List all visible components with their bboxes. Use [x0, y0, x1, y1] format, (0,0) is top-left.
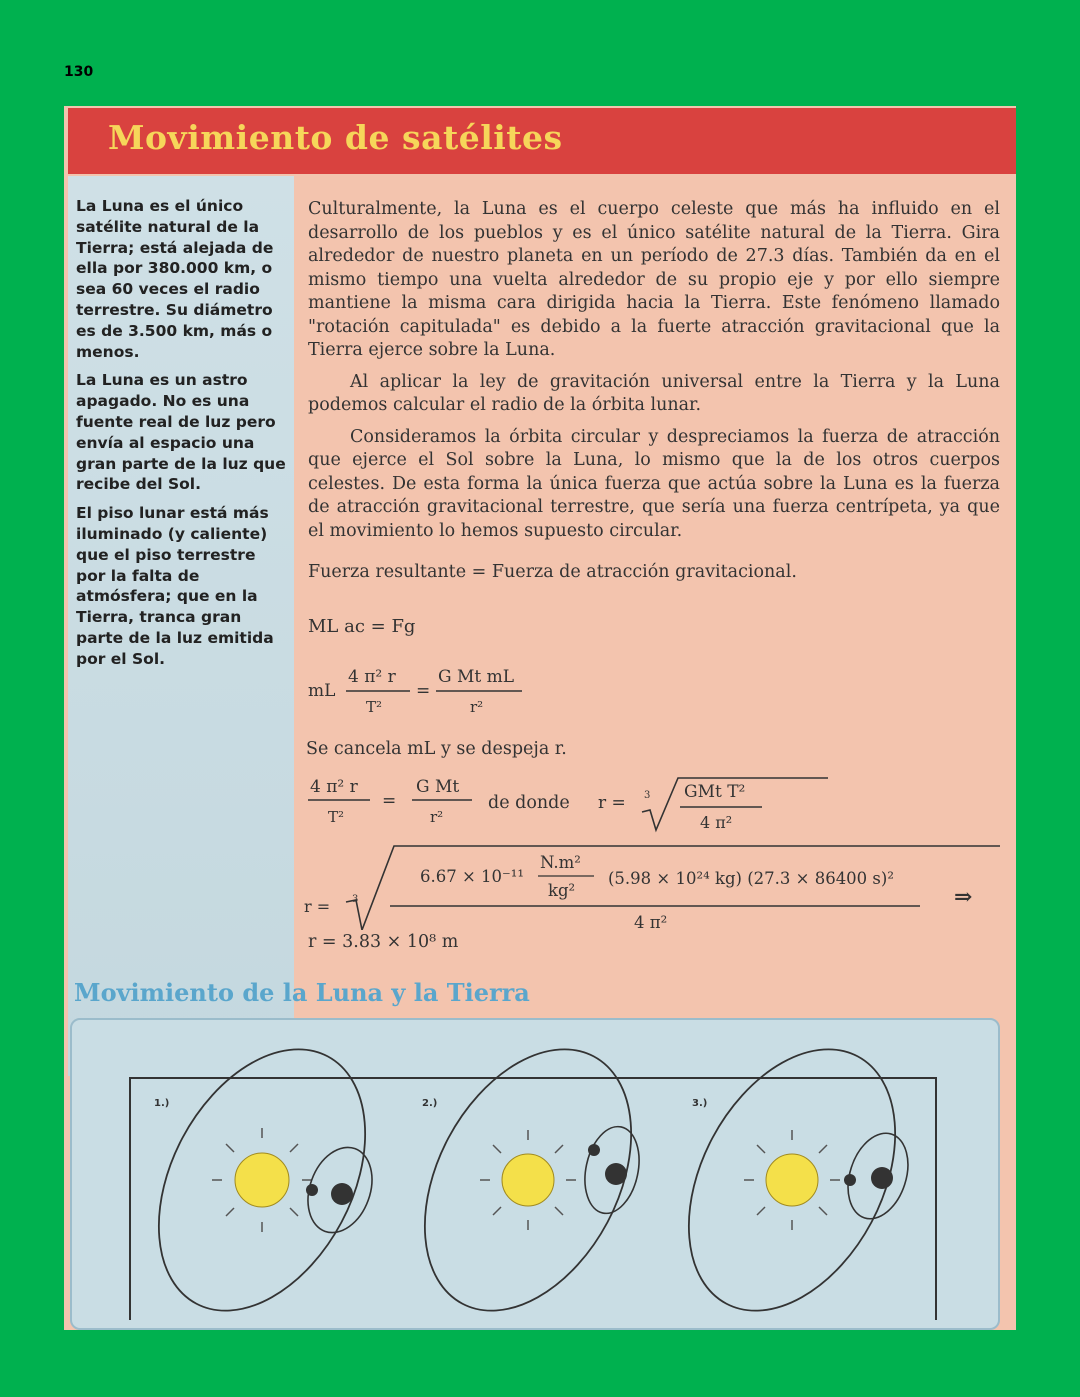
eq3-right-num: G Mt [416, 777, 460, 797]
eq3-left-den: T² [328, 808, 345, 826]
earth-2 [605, 1163, 627, 1185]
textbook-page [64, 106, 1016, 1330]
units-den: kg² [548, 881, 576, 900]
root-sign-big [346, 846, 1000, 930]
eq2-equals: = [416, 681, 431, 701]
equations [300, 600, 1000, 930]
eq3-equals: = [382, 791, 397, 811]
orbit-diagram [72, 1020, 998, 1328]
main-paragraph-3: Consideramos la órbita circular y despreciamos la fuerza de atracción que ejerce el Sol sobre la Luna, lo mismo que la de los otros cuerpos celestes. De esta forma la única fuerza que actúa sobre la Luna es la fuerza de atracción gravitacional terrestre, que sería una fuerza centrípeta, ya que el movimiento lo hemos supuesto circular. [308, 426, 1000, 541]
panel-label-1: 1.) [154, 1098, 170, 1109]
diagram-box [70, 1018, 1000, 1330]
eq1: ML ac = Fg [308, 616, 416, 637]
big-tail: (5.98 × 10²⁴ kg) (27.3 × 86400 s)² [608, 869, 894, 888]
earth-1 [331, 1183, 353, 1205]
page-title: Movimiento de satélites [108, 118, 563, 157]
sidebar-notes [68, 176, 294, 1076]
earth-3 [871, 1167, 893, 1189]
big-den: 4 π² [634, 913, 668, 930]
sidebar-paragraph-2: La Luna es un astro apagado. No es una fuente real de luz pero envía al espacio una gran parte de la luz que recibe del Sol. [76, 371, 286, 494]
sun-2 [480, 1130, 576, 1230]
eq3-right-den: r² [430, 808, 444, 826]
root-den: 4 π² [700, 813, 733, 832]
moon-3 [844, 1174, 856, 1186]
page-number: 130 [64, 64, 94, 80]
eq2-right-num: G Mt mL [438, 667, 515, 687]
title-bar [68, 108, 1016, 174]
main-paragraph-2: Al aplicar la ley de gravitación universal entre la Tierra y la Luna podemos calcular el radio de la órbita lunar. [308, 371, 1000, 415]
units-num: N.m² [540, 853, 581, 872]
result-line: r = 3.83 × 10⁸ m [308, 932, 459, 952]
big-const: 6.67 × 10⁻¹¹ [420, 867, 524, 886]
r-equals-small: r = [598, 793, 626, 813]
diagram-title: Movimiento de la Luna y la Tierra [74, 978, 530, 1007]
cube-index-big: 3 [352, 894, 359, 905]
panel-label-2: 2.) [422, 1098, 438, 1109]
moon-1 [306, 1184, 318, 1196]
r-equals-big: r = [304, 897, 331, 916]
de-donde: de donde [488, 793, 570, 813]
panel-label-3: 3.) [692, 1098, 708, 1109]
eq3-left-num: 4 π² r [310, 777, 358, 797]
eq2-right-den: r² [470, 698, 484, 716]
cancel-line: Se cancela mL y se despeja r. [306, 739, 567, 759]
root-num: GMt T² [684, 782, 746, 802]
eq2-left-den: T² [366, 698, 383, 716]
continue-arrow: ⇒ [954, 884, 973, 910]
cube-index-small: 3 [644, 790, 651, 801]
sun-1 [212, 1128, 312, 1232]
fuerza-line: Fuerza resultante = Fuerza de atracción gravitacional. [308, 562, 797, 582]
main-paragraph-1: Culturalmente, la Luna es el cuerpo celeste que más ha influido en el desarrollo de los pueblos y es el único satélite natural de la Tierra. Gira alrededor de nuestro planeta en un período de 27.3 días. También da en el mismo tiempo una vuelta alrededor de su propio eje y por ello siempre mantiene la misma cara dirigida hacia la Tierra. Este fenómeno llamado "rotación capitulada" es debido a la fuerte atracción gravitacional que la Tierra ejerce sobre la Luna. [308, 199, 1000, 360]
sidebar-paragraph-1: La Luna es el único satélite natural de la Tierra; está alejada de ella por 380.000 km, o sea 60 veces el radio terrestre. Su diámetro es de 3.500 km, más o menos. [76, 197, 274, 361]
eq2-left-num: 4 π² r [348, 667, 396, 687]
moon-2 [588, 1144, 600, 1156]
main-text [308, 198, 1000, 551]
sun-3 [744, 1130, 840, 1230]
sidebar-paragraph-3: El piso lunar está más iluminado (y caliente) que el piso terrestre por la falta de atmósfera; que en la Tierra, tranca gran parte de la luz emitida por el Sol. [76, 504, 274, 668]
eq2-prefix: mL [308, 681, 336, 701]
